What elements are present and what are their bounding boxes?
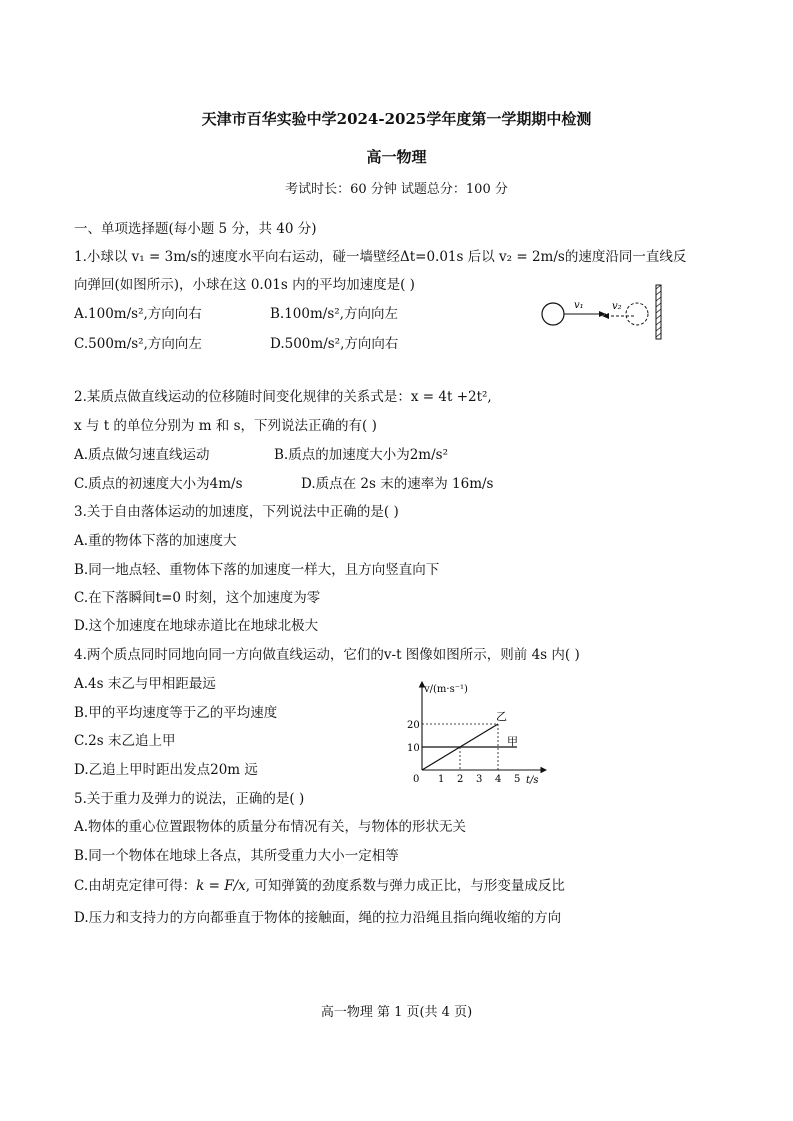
q1-option-d: D.500m/s²,方向向右 bbox=[270, 336, 399, 352]
ball-before bbox=[542, 303, 564, 325]
q1-figure bbox=[536, 283, 676, 343]
series-label-jia: 甲 bbox=[507, 735, 518, 748]
q1-option-a: A.100m/s²,方向向右 bbox=[74, 306, 202, 322]
x-tick-label-3: 3 bbox=[476, 774, 483, 785]
q1-stem-line1: 1.小球以 v₁ = 3m/s的速度水平向右运动，碰一墙壁经Δt=0.01s 后以 v₂ = 2m/s的速度沿同一直线反 bbox=[74, 249, 687, 265]
q1-option-b: B.100m/s²,方向向左 bbox=[270, 306, 398, 322]
page-footer: 高一物理 第 1 页(共 4 页) bbox=[320, 1005, 473, 1020]
q4-stem: 4.两个质点同时同地向同一方向做直线运动，它们的v-t 图像如图所示，则前 4s 内( ) bbox=[74, 647, 580, 663]
x-tick-label-4: 4 bbox=[495, 774, 502, 785]
q3-option-a: A.重的物体下落的加速度大 bbox=[74, 533, 237, 549]
q3-stem: 3.关于自由落体运动的加速度，下列说法中正确的是( ) bbox=[74, 504, 399, 520]
section-heading: 一、单项选择题(每小题 5 分，共 40 分) bbox=[74, 221, 317, 237]
exam-meta: 考试时长：60 分钟 试题总分：100 分 bbox=[285, 182, 508, 197]
q3-option-d: D.这个加速度在地球赤道比在地球北极大 bbox=[74, 618, 319, 634]
q4-option-b: B.甲的平均速度等于乙的平均速度 bbox=[74, 705, 278, 721]
x-tick-label-5: 5 bbox=[514, 774, 521, 785]
q5-option-c bbox=[74, 874, 565, 894]
q2-stem-line1: 2.某质点做直线运动的位移随时间变化规律的关系式是：x = 4t +2t², bbox=[74, 389, 492, 405]
q5-option-b: B.同一个物体在地球上各点，其所受重力大小一定相等 bbox=[74, 848, 399, 864]
y-axis-label: v/(m·s⁻¹) bbox=[424, 684, 468, 695]
v1-label: v₁ bbox=[574, 300, 584, 311]
hooke-formula: k = F/x bbox=[196, 878, 246, 894]
vt-chart bbox=[398, 676, 558, 788]
q5-option-a: A.物体的重心位置跟物体的质量分布情况有关，与物体的形状无关 bbox=[74, 819, 467, 835]
q5-stem: 5.关于重力及弹力的说法，正确的是( ) bbox=[74, 791, 305, 807]
q3-option-c: C.在下落瞬间t=0 时刻，这个加速度为零 bbox=[74, 590, 321, 606]
exam-title: 天津市百华实验中学2024-2025学年度第一学期期中检测 bbox=[201, 110, 592, 128]
q2-option-d: D.质点在 2s 末的速率为 16m/s bbox=[301, 476, 494, 492]
q2-option-a: A.质点做匀速直线运动 bbox=[74, 447, 210, 463]
q2-option-c: C.质点的初速度大小为4m/s bbox=[74, 476, 243, 492]
subject-title: 高一物理 bbox=[366, 148, 427, 166]
y-tick-label-20: 20 bbox=[407, 720, 420, 731]
q3-option-b: B.同一地点轻、重物体下落的加速度一样大，且方向竖直向下 bbox=[74, 562, 440, 578]
series-label-yi: 乙 bbox=[496, 710, 507, 723]
x-tick-label-2: 2 bbox=[457, 774, 464, 785]
y-tick-label-10: 10 bbox=[407, 743, 420, 754]
q4-option-a: A.4s 末乙与甲相距最远 bbox=[74, 676, 216, 692]
x-tick-label-1: 1 bbox=[438, 774, 445, 785]
q1-stem-line2: 向弹回(如图所示)，小球在这 0.01s 内的平均加速度是( ) bbox=[74, 277, 415, 293]
q4-option-c: C.2s 末乙追上甲 bbox=[74, 733, 176, 749]
q4-option-d: D.乙追上甲时距出发点20m 远 bbox=[74, 762, 258, 778]
ball-after bbox=[626, 303, 648, 325]
q2-stem-line2: x 与 t 的单位分别为 m 和 s，下列说法正确的有( ) bbox=[74, 418, 377, 434]
q5-option-d: D.压力和支持力的方向都垂直于物体的接触面，绳的拉力沿绳且指向绳收缩的方向 bbox=[74, 910, 562, 926]
x-tick-label-0: 0 bbox=[413, 774, 420, 785]
v2-label: v₂ bbox=[612, 301, 622, 312]
x-axis-label: t/s bbox=[526, 775, 539, 786]
q2-option-b: B.质点的加速度大小为2m/s² bbox=[274, 447, 448, 463]
q1-option-c: C.500m/s²,方向向左 bbox=[74, 336, 202, 352]
q5-option-c-post: , 可知弹簧的劲度系数与弹力成正比，与形变量成反比 bbox=[245, 878, 565, 894]
q5-option-c-pre: C.由胡克定律可得： bbox=[74, 878, 197, 894]
